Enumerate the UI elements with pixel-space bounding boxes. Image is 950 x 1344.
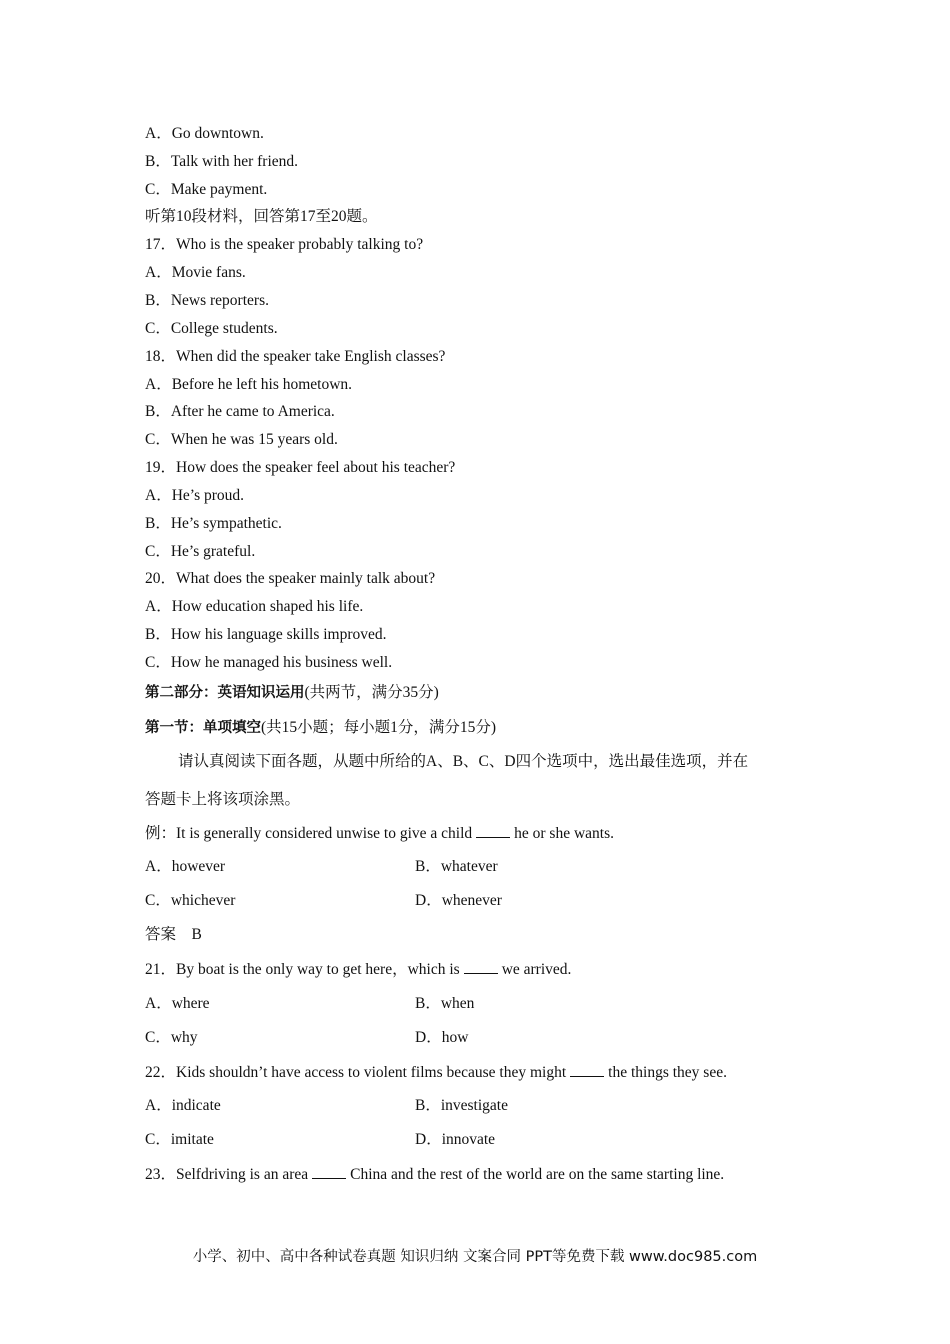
option-18b: B．After he came to America. [145,403,335,420]
answer-blank [476,823,510,838]
question-21 [145,959,571,980]
example-option-c: C．whichever [145,892,236,909]
option-17c: C．College students. [145,320,278,337]
q23-text-after: China and the rest of the world are on the same starting line. [350,1166,725,1183]
option-18a: A．Before he left his hometown. [145,376,353,393]
option-19a: A．He’s proud. [145,487,245,504]
option-20b: B．How his language skills improved. [145,626,387,643]
listening-instruction: 听第10段材料，回答第17至20题。 [145,208,378,225]
option-22d: D．innovate [415,1131,496,1148]
instruction-line-2: 答题卡上将该项涂黑。 [145,791,301,808]
option-17a: A．Movie fans. [145,264,246,281]
question-18: 18．When did the speaker take English classes? [145,348,446,365]
question-19: 19．How does the speaker feel about his teacher? [145,459,456,476]
example-text-before: 例：It is generally considered unwise to give a child [145,825,473,842]
example-option-d: D．whenever [415,892,502,909]
section1-heading [145,718,496,738]
option-17b: B．News reporters. [145,292,269,309]
part2-label: 第二部分：英语知识运用 [145,685,305,701]
q22-text-before: 22．Kids shouldn’t have access to violent films because they might [145,1064,567,1081]
section1-label: 第一节：单项填空 [145,720,261,736]
option-21a: A．where [145,995,210,1012]
answer-blank [570,1062,604,1077]
q22-text-after: the things they see. [608,1064,727,1081]
question-22 [145,1062,727,1083]
example-option-a: A．however [145,858,226,875]
q21-text-after: we arrived. [501,961,572,978]
instruction-line-1: 请认真阅读下面各题，从题中所给的A、B、C、D四个选项中，选出最佳选项，并在 [178,753,749,770]
example-answer: 答案 B [145,926,202,943]
option-19c: C．He’s grateful. [145,543,256,560]
q21-text-before: 21．By boat is the only way to get here，which is [145,961,460,978]
option-16c: C．Make payment. [145,181,268,198]
option-18c: C．When he was 15 years old. [145,431,338,448]
answer-blank [312,1164,346,1179]
q23-text-before: 23．Selfdriving is an area [145,1166,309,1183]
answer-blank [464,959,498,974]
option-21d: D．how [415,1029,469,1046]
question-17: 17．Who is the speaker probably talking to? [145,236,424,253]
part2-score: (共两节，满分35分) [304,684,439,701]
question-23 [145,1164,724,1185]
option-20c: C．How he managed his business well. [145,654,393,671]
example-option-b: B．whatever [415,858,498,875]
option-16a: A．Go downtown. [145,125,264,142]
question-20: 20．What does the speaker mainly talk about? [145,570,436,587]
option-19b: B．He’s sympathetic. [145,515,282,532]
example-question [145,823,614,844]
option-16b: B．Talk with her friend. [145,153,299,170]
option-20a: A．How education shaped his life. [145,598,364,615]
page-footer: 小学、初中、高中各种试卷真题 知识归纳 文案合同 PPT等免费下载 www.doc985.com [192,1249,758,1265]
example-text-after: he or she wants. [514,825,615,842]
option-21b: B．when [415,995,475,1012]
section1-score: (共15小题；每小题1分，满分15分) [261,719,497,736]
option-21c: C．why [145,1029,198,1046]
option-22b: B．investigate [415,1097,508,1114]
option-22c: C．imitate [145,1131,214,1148]
part2-heading [145,683,439,703]
option-22a: A．indicate [145,1097,221,1114]
